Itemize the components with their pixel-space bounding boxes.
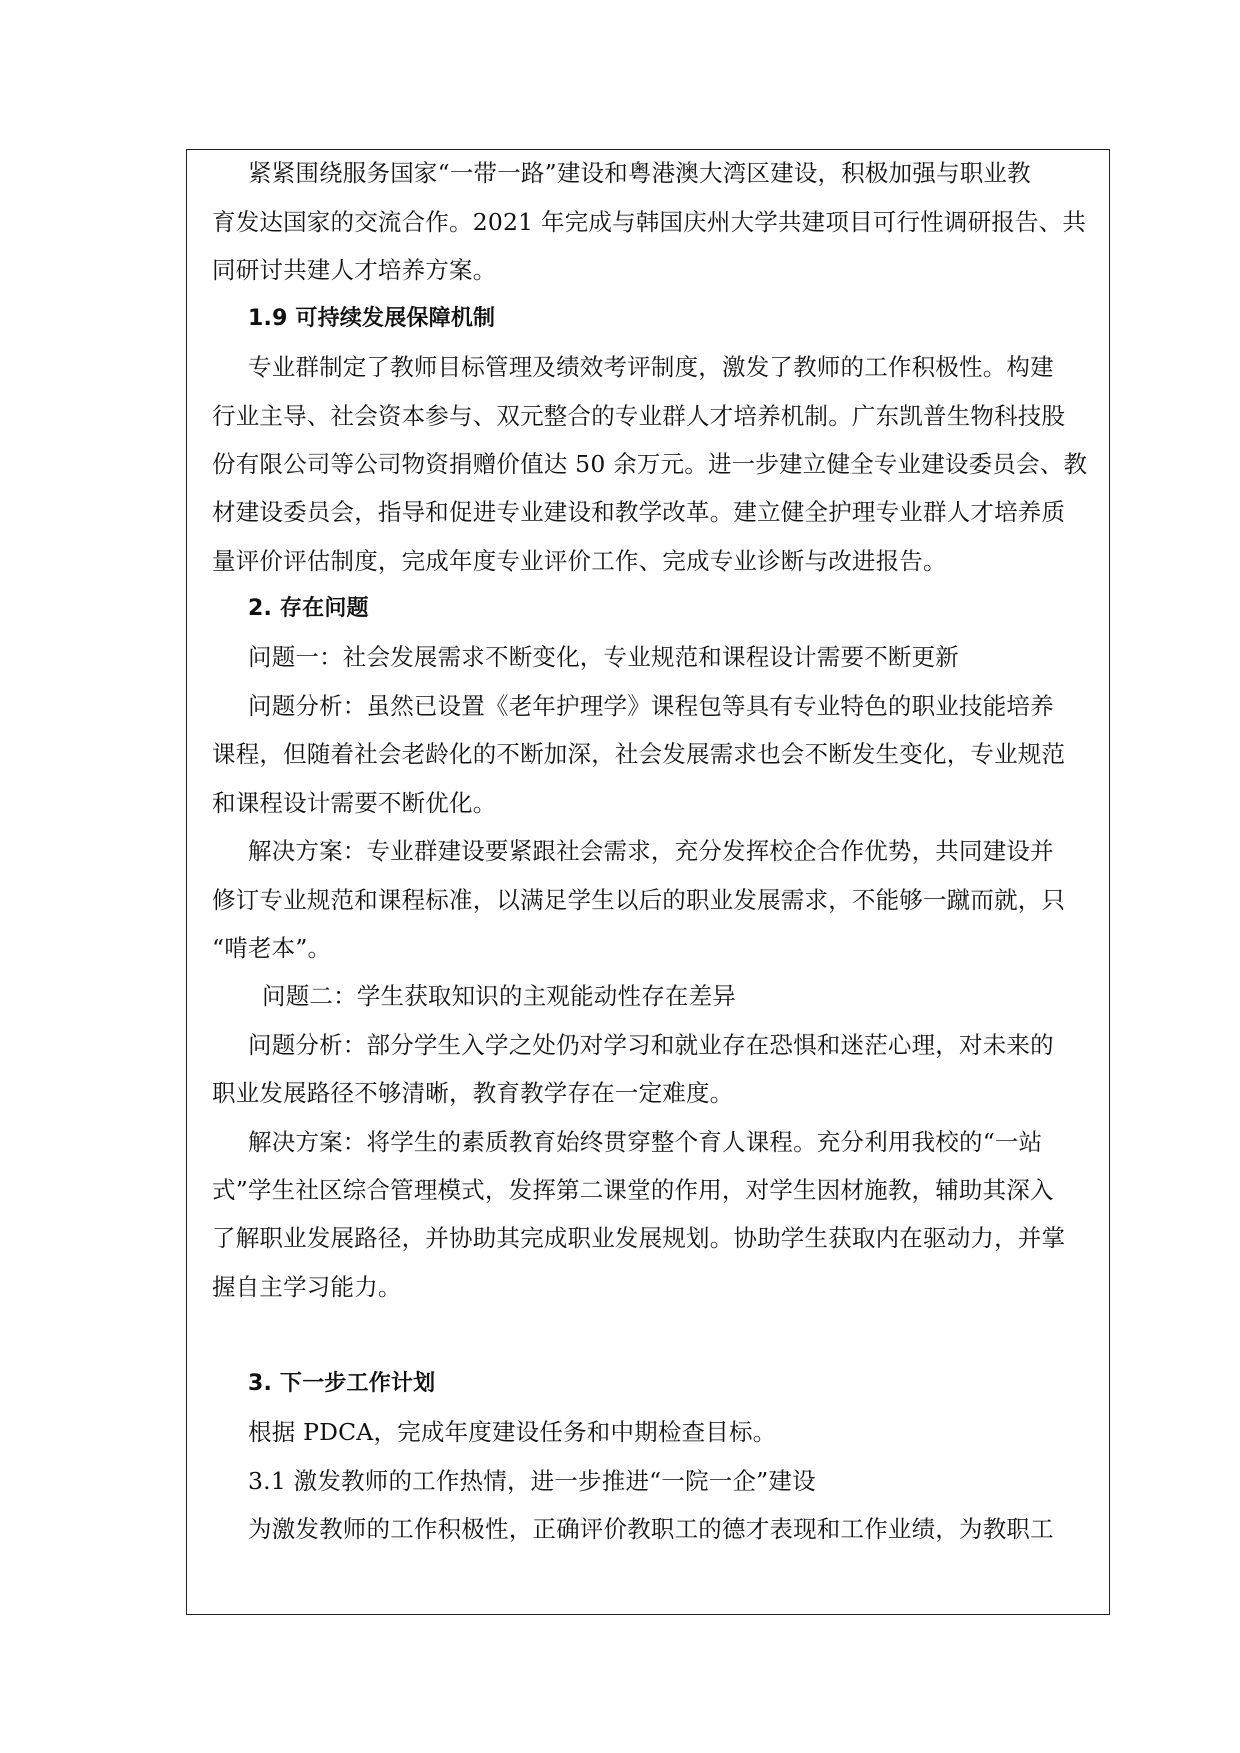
paragraph-line: 紧紧围绕服务国家“一带一路”建设和粤港澳大湾区建设，积极加强与职业教 — [248, 159, 1031, 187]
paragraph-line: 了解职业发展路径，并协助其完成职业发展规划。协助学生获取内在驱动力，并掌 — [212, 1224, 1066, 1252]
paragraph-line: “啃老本”。 — [212, 934, 332, 962]
paragraph-line: 问题一：社会发展需求不断变化，专业规范和课程设计需要不断更新 — [248, 643, 959, 671]
paragraph-line: 课程，但随着社会老龄化的不断加深，社会发展需求也会不断发生变化，专业规范 — [212, 740, 1066, 768]
paragraph-line: 式”学生社区综合管理模式，发挥第二课堂的作用，对学生因材施教，辅助其深入 — [212, 1176, 1054, 1204]
section-heading-1-9: 1.9 可持续发展保障机制 — [248, 306, 496, 331]
section-heading-3: 3. 下一步工作计划 — [248, 1371, 436, 1396]
paragraph-line: 量评价评估制度，完成年度专业评价工作、完成专业诊断与改进报告。 — [212, 547, 947, 575]
paragraph-line: 材建设委员会，指导和促进专业建设和教学改革。建立健全护理专业群人才培养质 — [212, 498, 1066, 526]
paragraph-line: 行业主导、社会资本参与、双元整合的专业群人才培养机制。广东凯普生物科技股 — [212, 402, 1066, 430]
paragraph-line: 问题二：学生获取知识的主观能动性存在差异 — [262, 982, 736, 1010]
paragraph-line: 根据 PDCA，完成年度建设任务和中期检查目标。 — [248, 1418, 777, 1446]
paragraph-line: 握自主学习能力。 — [212, 1273, 402, 1301]
section-heading-2: 2. 存在问题 — [248, 596, 369, 621]
paragraph-line: 职业发展路径不够清晰，教育教学存在一定难度。 — [212, 1079, 734, 1107]
paragraph-line: 育发达国家的交流合作。2021 年完成与韩国庆州大学共建项目可行性调研报告、共 — [212, 208, 1087, 236]
paragraph-line: 同研讨共建人才培养方案。 — [212, 256, 497, 284]
paragraph-line: 份有限公司等公司物资捐赠价值达 50 余万元。进一步建立健全专业建设委员会、教 — [212, 450, 1088, 478]
paragraph-line: 解决方案：专业群建设要紧跟社会需求，充分发挥校企合作优势，共同建设并 — [248, 837, 1054, 865]
paragraph-line: 解决方案：将学生的素质教育始终贯穿整个育人课程。充分利用我校的“一站 — [248, 1128, 1043, 1156]
paragraph-line: 问题分析：部分学生入学之处仍对学习和就业存在恐惧和迷茫心理，对未来的 — [248, 1031, 1054, 1059]
paragraph-line: 修订专业规范和课程标准，以满足学生以后的职业发展需求，不能够一蹴而就，只 — [212, 886, 1066, 914]
paragraph-line: 和课程设计需要不断优化。 — [212, 789, 497, 817]
paragraph-line: 3.1 激发教师的工作热情，进一步推进“一院一企”建设 — [248, 1467, 816, 1495]
paragraph-line: 问题分析：虽然已设置《老年护理学》课程包等具有专业特色的职业技能培养 — [248, 692, 1054, 720]
paragraph-line: 专业群制定了教师目标管理及绩效考评制度，激发了教师的工作积极性。构建 — [248, 353, 1054, 381]
paragraph-line: 为激发教师的工作积极性，正确评价教职工的德才表现和工作业绩，为教职工 — [248, 1515, 1054, 1543]
